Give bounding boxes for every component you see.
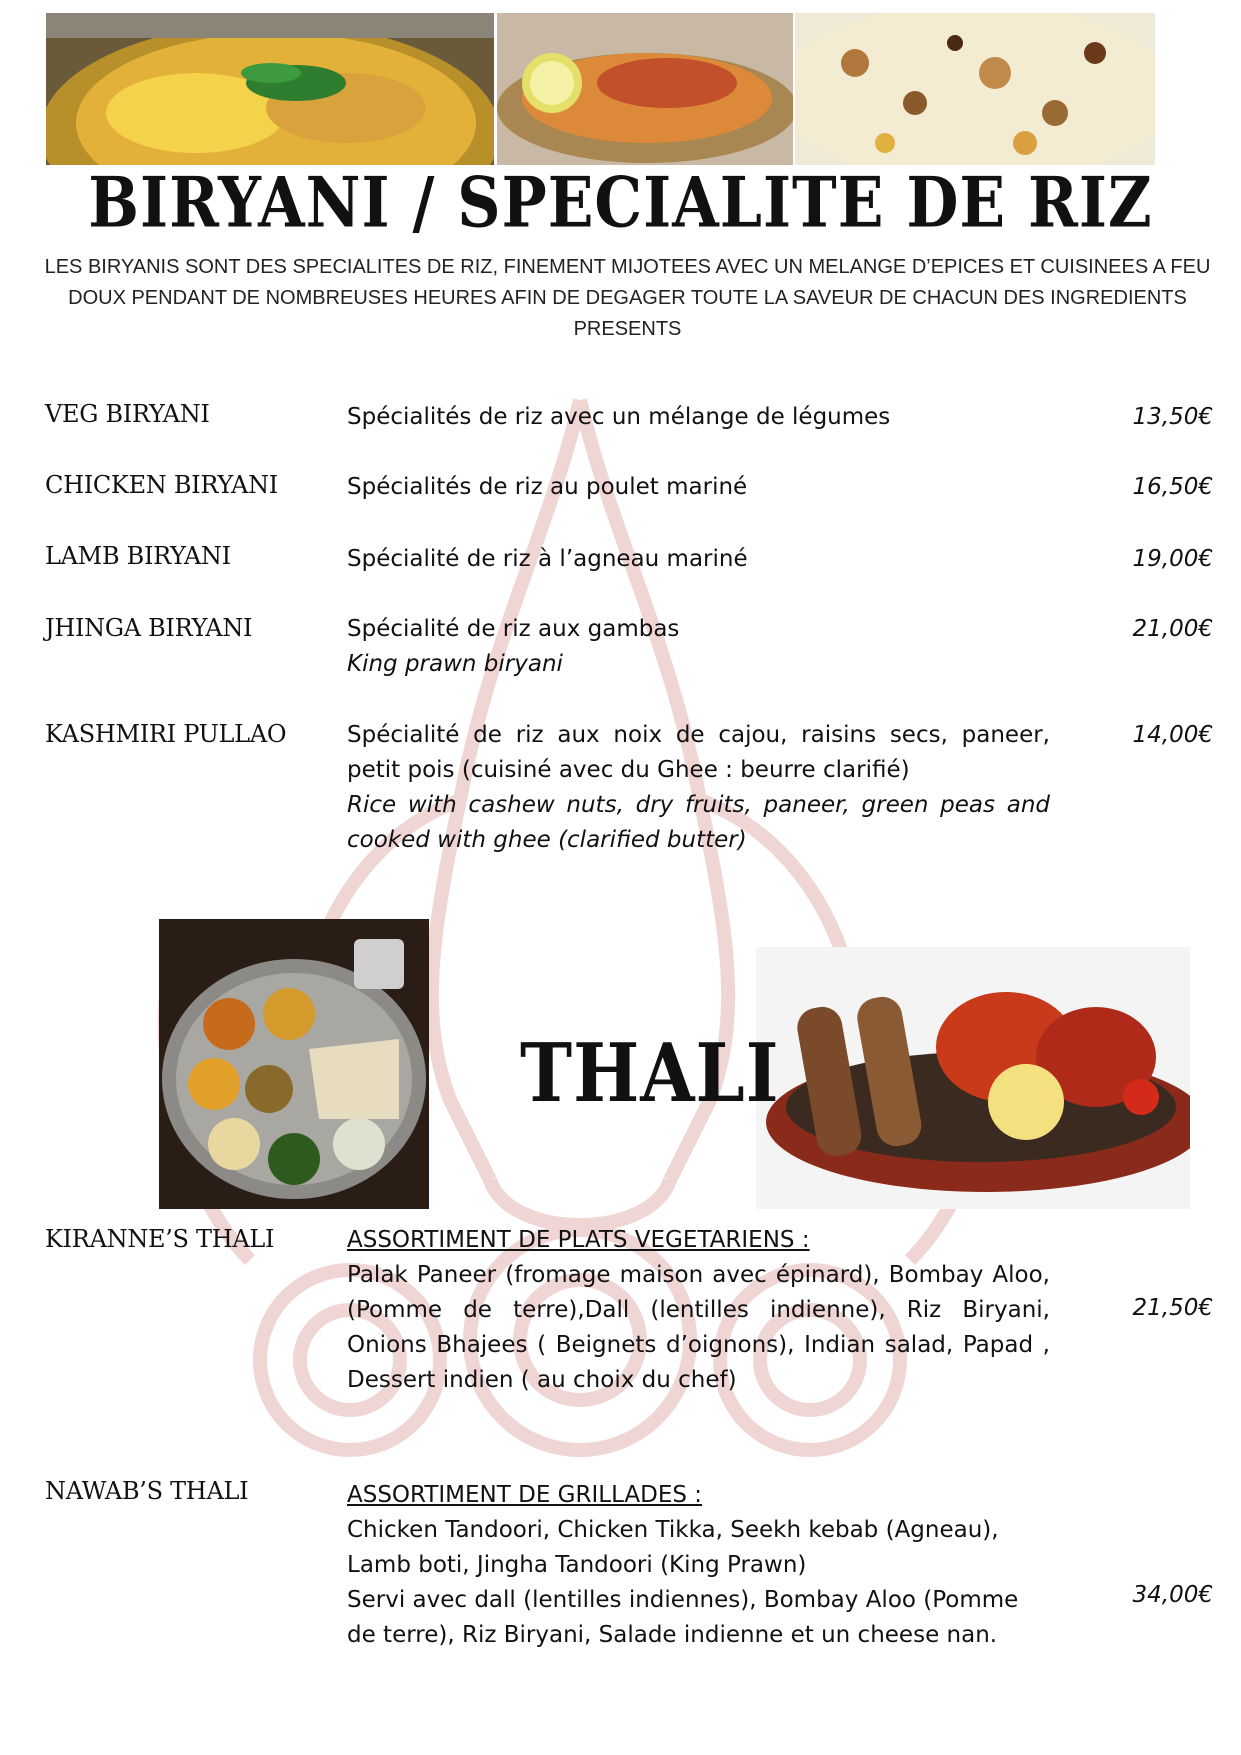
dish-heading: ASSORTIMENT DE GRILLADES :	[347, 1482, 703, 1508]
thali-photo	[159, 919, 429, 1209]
thali-title: THALI	[520, 1025, 780, 1121]
dish-description	[347, 470, 1057, 505]
dish-description	[347, 1223, 1050, 1398]
dish-heading: ASSORTIMENT DE PLATS VEGETARIENS :	[347, 1227, 810, 1253]
dish-description	[347, 718, 1050, 858]
dish-price: 21,50€	[1132, 1295, 1213, 1321]
dish-description	[347, 542, 1057, 577]
dish-desc-fr: Spécialité de riz aux gambas	[347, 616, 680, 642]
dish-name: KASHMIRI PULLAO	[45, 720, 287, 748]
dish-price: 34,00€	[1132, 1582, 1213, 1608]
dish-description	[347, 612, 1057, 682]
dish-description	[347, 400, 1057, 435]
biryani-photo-1	[46, 13, 494, 165]
dish-desc-fr-2: Servi avec dall (lentilles indiennes), Bombay Aloo (Pomme de terre), Riz Biryani, Salade indienne et un cheese nan.	[347, 1587, 1019, 1648]
tandoori-photo	[756, 947, 1190, 1209]
dish-name: VEG BIRYANI	[45, 400, 210, 428]
biryani-photo-2	[497, 13, 793, 165]
intro-text: LES BIRYANIS SONT DES SPECIALITES DE RIZ, FINEMENT MIJOTEES AVEC UN MELANGE D’EPICES ET CUISINEES A FEU DOUX PENDANT DE NOMBREUSES HEURES AFIN DE DEGAGER TOUTE LA SAVEUR DE CHACUN DES INGREDIENTS PRESENTS	[44, 256, 1211, 340]
dish-name: LAMB BIRYANI	[45, 542, 231, 570]
dish-desc-fr: Spécialité de riz aux noix de cajou, raisins secs, paneer, petit pois (cuisiné avec du Ghee : beurre clarifié)	[347, 722, 1050, 783]
dish-price: 21,00€	[1132, 616, 1213, 642]
dish-name: JHINGA BIRYANI	[45, 614, 253, 642]
page-title: BIRYANI / SPECIALITE DE RIZ	[88, 163, 1153, 244]
dish-price: 14,00€	[1132, 722, 1213, 748]
biryani-photo-3	[795, 13, 1155, 165]
dish-desc-fr: Spécialités de riz au poulet mariné	[347, 474, 748, 500]
dish-desc-fr: Spécialité de riz à l’agneau mariné	[347, 546, 748, 572]
dish-price: 13,50€	[1132, 404, 1213, 430]
dish-desc-en: Rice with cashew nuts, dry fruits, paneer, green peas and cooked with ghee (clarified butter)	[347, 792, 1050, 853]
dish-name: KIRANNE’S THALI	[45, 1225, 275, 1253]
dish-name: CHICKEN BIRYANI	[45, 471, 278, 499]
dish-desc-fr: Spécialités de riz avec un mélange de légumes	[347, 404, 891, 430]
dish-price: 19,00€	[1132, 546, 1213, 572]
dish-desc-fr: Palak Paneer (fromage maison avec épinard), Bombay Aloo,(Pomme de terre),Dall (lentilles indienne), Riz Biryani, Onions Bhajees ( Beignets d’oignons), Indian salad, Papad , Dessert indien ( au choix du chef)	[347, 1262, 1050, 1393]
dish-desc-fr: Chicken Tandoori, Chicken Tikka, Seekh kebab (Agneau), Lamb boti, Jingha Tandoori (King Prawn)	[347, 1517, 999, 1578]
dish-description	[347, 1478, 1037, 1653]
dish-desc-en: King prawn biryani	[347, 651, 563, 677]
dish-name: NAWAB’S THALI	[45, 1477, 249, 1505]
dish-price: 16,50€	[1132, 474, 1213, 500]
